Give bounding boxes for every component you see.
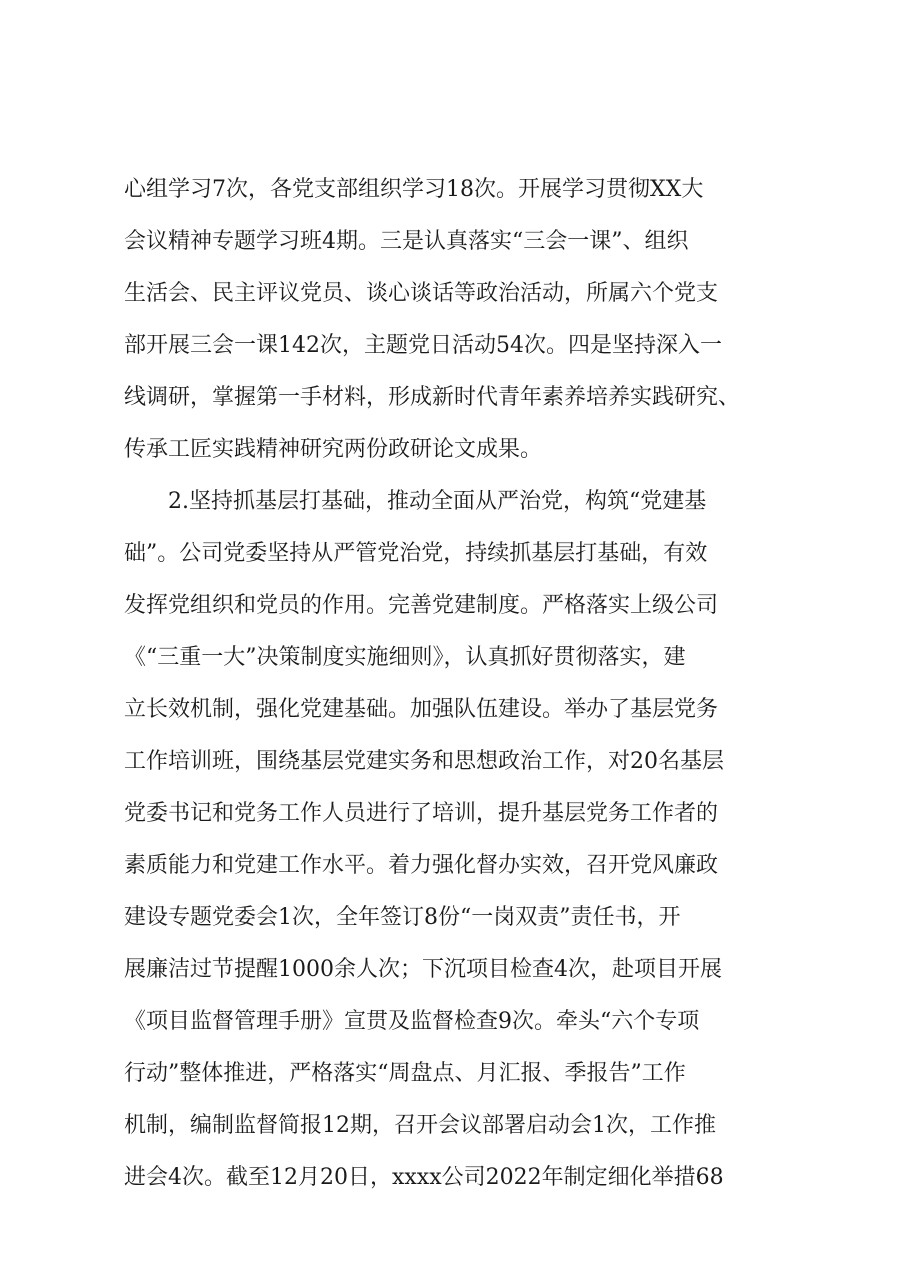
text-line: 行动”整体推进，严格落实“周盘点、月汇报、季报告”工作 [124, 1061, 686, 1086]
text-line: 工作培训班，围绕基层党建实务和思想政治工作，对20名基层 [124, 749, 724, 774]
text-line: 机制，编制监督简报12期，召开会议部署启动会1次，工作推 [124, 1113, 716, 1138]
text-line: 线调研，掌握第一手材料，形成新时代青年素养培养实践研究、 [124, 385, 741, 410]
text-line: 《项目监督管理手册》宣贯及监督检查9次。牵头“六个专项 [124, 1009, 700, 1034]
text-line: 心组学习7次，各党支部组织学习18次。开展学习贯彻XX大 [124, 177, 704, 202]
text-line: 党委书记和党务工作人员进行了培训，提升基层党务工作者的 [124, 801, 719, 826]
text-line: 立长效机制，强化党建基础。加强队伍建设。举办了基层党务 [124, 697, 719, 722]
text-line: 生活会、民主评议党员、谈心谈话等政治活动，所属六个党支 [124, 281, 719, 306]
text-line: 部开展三会一课142次，主题党日活动54次。四是坚持深入一 [124, 333, 722, 358]
text-line: 会议精神专题学习班4期。三是认真落实“三会一课”、组织 [124, 229, 689, 254]
text-line: 《“三重一大”决策制度实施细则》，认真抓好贯彻落实，建 [124, 645, 686, 670]
text-line: 展廉洁过节提醒1000余人次；下沉项目检查4次，赴项目开展 [124, 957, 722, 982]
text-line: 发挥党组织和党员的作用。完善党建制度。严格落实上级公司 [124, 593, 719, 618]
text-line: 进会4次。截至12月20日，xxxx公司2022年制定细化举措68 [124, 1165, 724, 1190]
text-line: 建设专题党委会1次，全年签订8份“一岗双责”责任书，开 [124, 905, 681, 930]
paragraph-heading-line: 2.坚持抓基层打基础，推动全面从严治党，构筑“党建基 [168, 489, 707, 514]
text-line: 传承工匠实践精神研究两份政研论文成果。 [124, 437, 543, 462]
text-line: 础”。公司党委坚持从严管党治党，持续抓基层打基础，有效 [124, 541, 708, 566]
text-line: 素质能力和党建工作水平。着力强化督办实效，召开党风廉政 [124, 853, 719, 878]
